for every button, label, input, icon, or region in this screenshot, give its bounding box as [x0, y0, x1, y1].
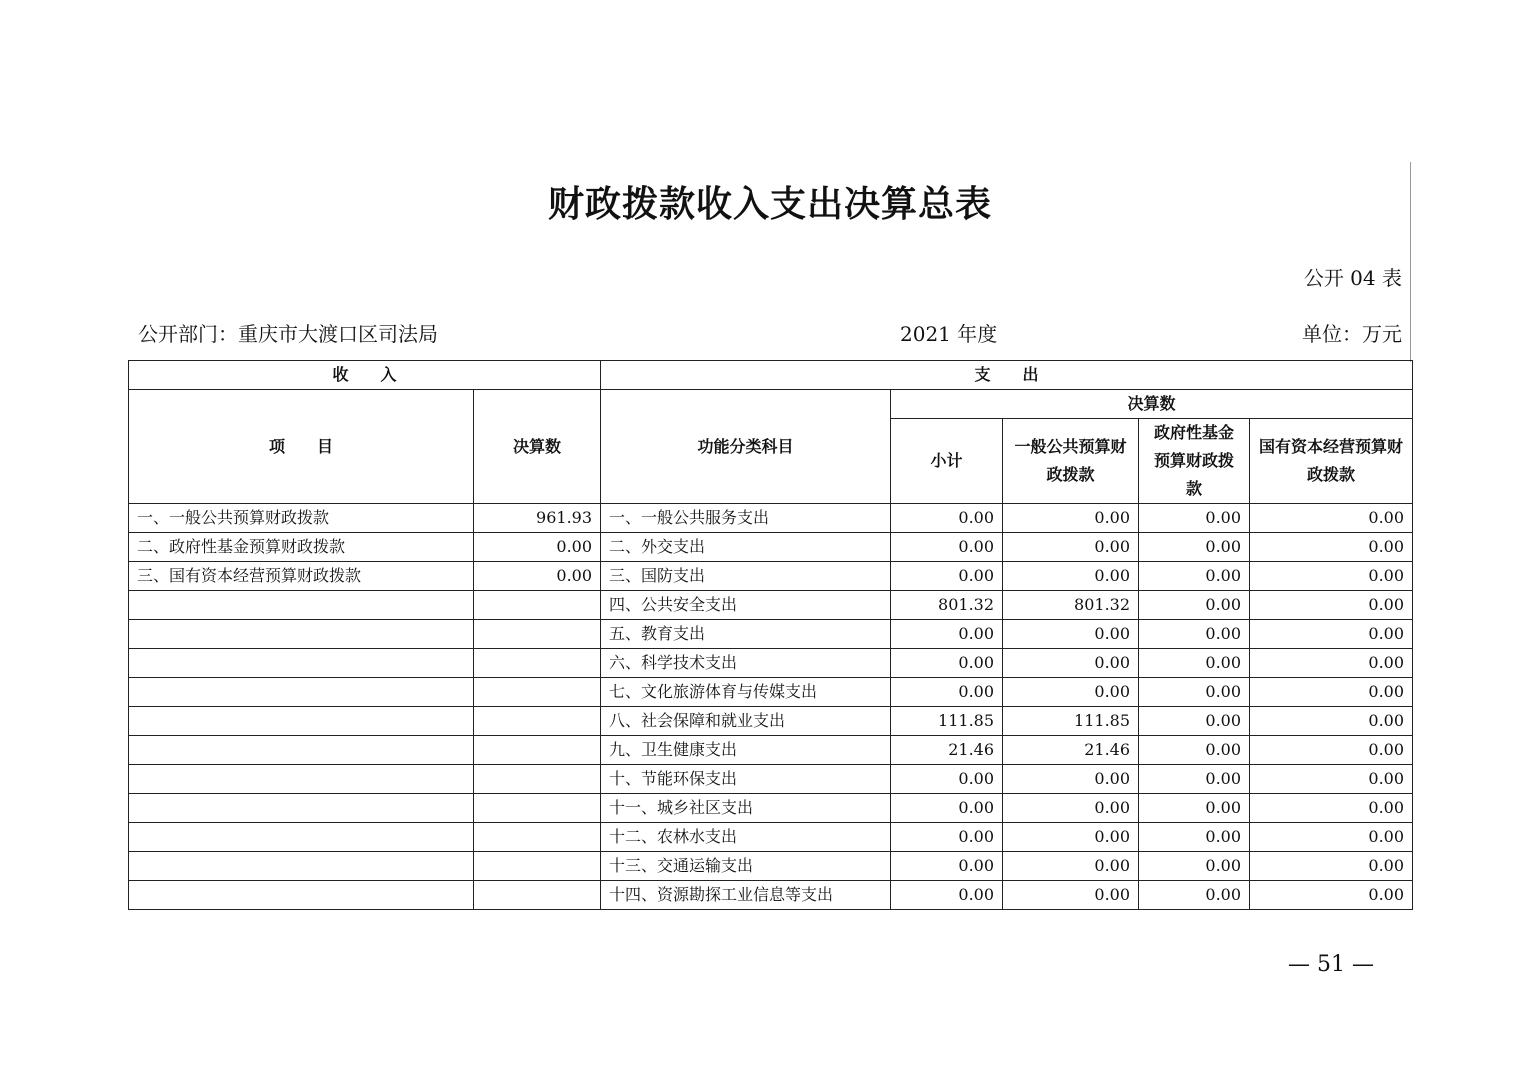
general-budget-cell: 0.00: [1003, 765, 1139, 794]
income-amount-cell: [474, 678, 601, 707]
income-amount-cell: 961.93: [474, 504, 601, 533]
income-item-cell: [129, 823, 474, 852]
state-capital-cell: 0.00: [1250, 736, 1413, 765]
income-amount-cell: [474, 794, 601, 823]
income-amount-cell: [474, 591, 601, 620]
income-amount-header: 决算数: [474, 390, 601, 504]
general-budget-header: 一般公共预算财政拨款: [1003, 419, 1139, 504]
income-item-cell: 三、国有资本经营预算财政拨款: [129, 562, 474, 591]
general-budget-cell: 0.00: [1003, 881, 1139, 910]
state-capital-cell: 0.00: [1250, 649, 1413, 678]
gov-fund-cell: 0.00: [1139, 852, 1250, 881]
expense-item-cell: 四、公共安全支出: [601, 591, 891, 620]
general-budget-cell: 0.00: [1003, 823, 1139, 852]
general-budget-cell: 0.00: [1003, 649, 1139, 678]
table-row: [129, 504, 1413, 533]
table-row: [129, 794, 1413, 823]
income-amount-cell: [474, 765, 601, 794]
gov-fund-cell: 0.00: [1139, 736, 1250, 765]
income-amount-cell: [474, 852, 601, 881]
unit-label: 单位：万元: [1302, 322, 1402, 346]
table-row: [129, 736, 1413, 765]
form-number: 公开 04 表: [1303, 266, 1402, 290]
gov-fund-cell: 0.00: [1139, 678, 1250, 707]
table-row: [129, 562, 1413, 591]
gov-fund-cell: 0.00: [1139, 765, 1250, 794]
general-budget-cell: 801.32: [1003, 591, 1139, 620]
expense-item-cell: 六、科学技术支出: [601, 649, 891, 678]
income-amount-cell: [474, 823, 601, 852]
subtotal-cell: 0.00: [891, 562, 1003, 591]
gov-fund-header: 政府性基金预算财政拨款: [1139, 419, 1250, 504]
subtotal-cell: 0.00: [891, 649, 1003, 678]
income-amount-cell: 0.00: [474, 533, 601, 562]
general-budget-cell: 21.46: [1003, 736, 1139, 765]
state-capital-cell: 0.00: [1250, 620, 1413, 649]
income-header: 收 入: [129, 361, 601, 390]
table-row: [129, 533, 1413, 562]
general-budget-cell: 0.00: [1003, 794, 1139, 823]
department-label: 公开部门：重庆市大渡口区司法局: [138, 322, 438, 346]
subtotal-cell: 0.00: [891, 823, 1003, 852]
general-budget-cell: 0.00: [1003, 678, 1139, 707]
income-item-cell: [129, 591, 474, 620]
state-capital-cell: 0.00: [1250, 591, 1413, 620]
page-number: — 51 —: [1288, 952, 1374, 977]
gov-fund-cell: 0.00: [1139, 504, 1250, 533]
gov-fund-cell: 0.00: [1139, 649, 1250, 678]
expense-header: 支 出: [601, 361, 1413, 390]
expense-item-cell: 十、节能环保支出: [601, 765, 891, 794]
expense-item-cell: 三、国防支出: [601, 562, 891, 591]
state-capital-cell: 0.00: [1250, 881, 1413, 910]
gov-fund-cell: 0.00: [1139, 591, 1250, 620]
expense-amount-header: 决算数: [891, 390, 1413, 419]
income-item-cell: [129, 707, 474, 736]
expense-item-cell: 五、教育支出: [601, 620, 891, 649]
subtotal-cell: 111.85: [891, 707, 1003, 736]
subtotal-cell: 0.00: [891, 794, 1003, 823]
table-row: [129, 620, 1413, 649]
income-amount-cell: [474, 881, 601, 910]
state-capital-cell: 0.00: [1250, 765, 1413, 794]
expense-item-cell: 七、文化旅游体育与传媒支出: [601, 678, 891, 707]
general-budget-cell: 0.00: [1003, 562, 1139, 591]
income-amount-cell: 0.00: [474, 562, 601, 591]
table-row: [129, 823, 1413, 852]
subtotal-cell: 0.00: [891, 852, 1003, 881]
expense-item-cell: 九、卫生健康支出: [601, 736, 891, 765]
table-row: [129, 765, 1413, 794]
state-capital-cell: 0.00: [1250, 678, 1413, 707]
subtotal-cell: 0.00: [891, 881, 1003, 910]
state-capital-cell: 0.00: [1250, 562, 1413, 591]
table-row: [129, 591, 1413, 620]
state-capital-cell: 0.00: [1250, 852, 1413, 881]
income-item-cell: [129, 736, 474, 765]
subtotal-cell: 0.00: [891, 765, 1003, 794]
general-budget-cell: 0.00: [1003, 852, 1139, 881]
income-amount-cell: [474, 620, 601, 649]
gov-fund-cell: 0.00: [1139, 794, 1250, 823]
expense-item-cell: 二、外交支出: [601, 533, 891, 562]
subtotal-cell: 0.00: [891, 533, 1003, 562]
gov-fund-cell: 0.00: [1139, 562, 1250, 591]
expense-item-cell: 十三、交通运输支出: [601, 852, 891, 881]
gov-fund-cell: 0.00: [1139, 823, 1250, 852]
general-budget-cell: 0.00: [1003, 504, 1139, 533]
state-capital-cell: 0.00: [1250, 533, 1413, 562]
state-capital-cell: 0.00: [1250, 707, 1413, 736]
table-row: [129, 881, 1413, 910]
table-row: [129, 852, 1413, 881]
fiscal-year: 2021 年度: [900, 322, 998, 346]
income-item-cell: 一、一般公共预算财政拨款: [129, 504, 474, 533]
state-capital-header: 国有资本经营预算财政拨款: [1250, 419, 1413, 504]
gov-fund-cell: 0.00: [1139, 707, 1250, 736]
table-row: [129, 649, 1413, 678]
gov-fund-cell: 0.00: [1139, 620, 1250, 649]
subtotal-cell: 0.00: [891, 678, 1003, 707]
income-item-cell: [129, 881, 474, 910]
expense-item-cell: 八、社会保障和就业支出: [601, 707, 891, 736]
income-amount-cell: [474, 649, 601, 678]
income-item-cell: [129, 765, 474, 794]
state-capital-cell: 0.00: [1250, 823, 1413, 852]
subtotal-cell: 21.46: [891, 736, 1003, 765]
expense-item-cell: 十一、城乡社区支出: [601, 794, 891, 823]
general-budget-cell: 111.85: [1003, 707, 1139, 736]
income-item-cell: [129, 852, 474, 881]
subtotal-cell: 0.00: [891, 620, 1003, 649]
general-budget-cell: 0.00: [1003, 533, 1139, 562]
expense-item-cell: 一、一般公共服务支出: [601, 504, 891, 533]
table-row: [129, 707, 1413, 736]
subtotal-cell: 0.00: [891, 504, 1003, 533]
expense-item-cell: 十二、农林水支出: [601, 823, 891, 852]
income-amount-cell: [474, 736, 601, 765]
income-item-cell: [129, 794, 474, 823]
income-item-cell: [129, 678, 474, 707]
appropriation-table: [128, 360, 1413, 910]
income-item-cell: [129, 649, 474, 678]
expense-item-cell: 十四、资源勘探工业信息等支出: [601, 881, 891, 910]
income-amount-cell: [474, 707, 601, 736]
subtotal-header: 小计: [891, 419, 1003, 504]
income-item-cell: [129, 620, 474, 649]
general-budget-cell: 0.00: [1003, 620, 1139, 649]
income-item-cell: 二、政府性基金预算财政拨款: [129, 533, 474, 562]
state-capital-cell: 0.00: [1250, 794, 1413, 823]
page-title: 财政拨款收入支出决算总表: [547, 184, 992, 225]
item-header: 项 目: [129, 390, 474, 504]
state-capital-cell: 0.00: [1250, 504, 1413, 533]
function-subject-header: 功能分类科目: [601, 390, 891, 504]
subtotal-cell: 801.32: [891, 591, 1003, 620]
gov-fund-cell: 0.00: [1139, 533, 1250, 562]
table-row: [129, 678, 1413, 707]
gov-fund-cell: 0.00: [1139, 881, 1250, 910]
